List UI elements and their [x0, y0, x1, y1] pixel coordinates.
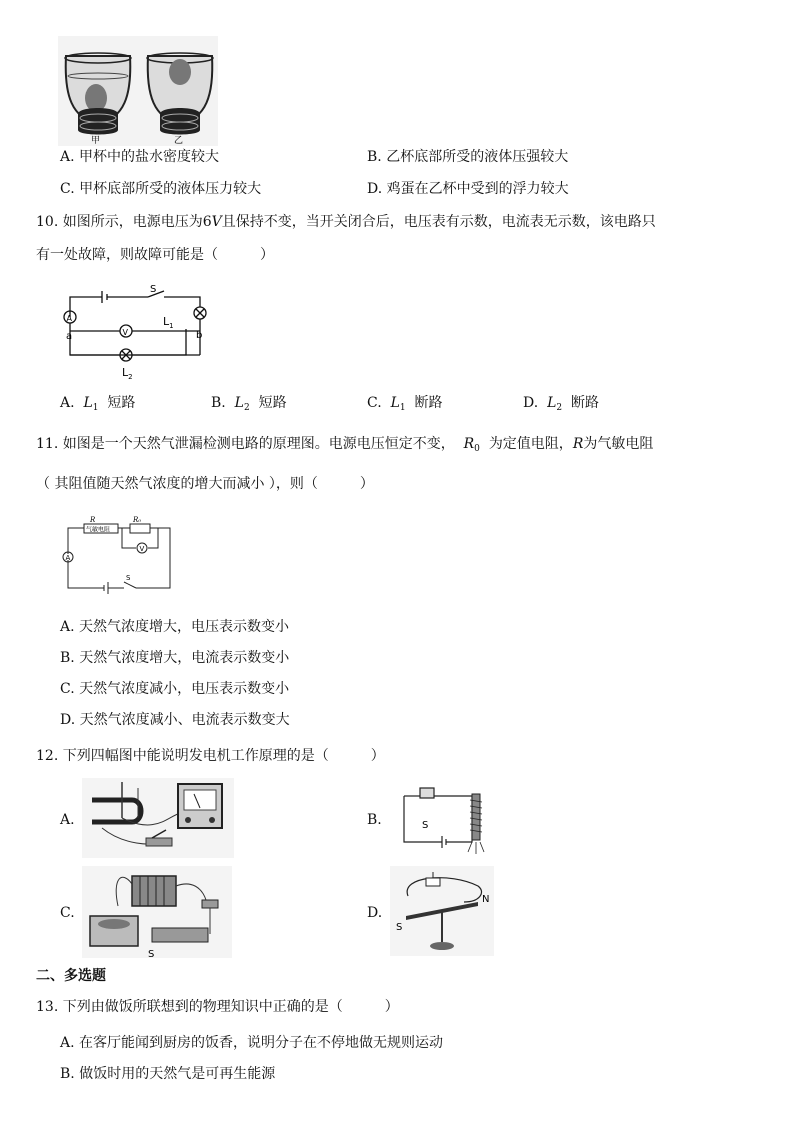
q12-label-d: D.: [367, 905, 383, 921]
q13-stem: 13. 下列由做饭所联想到的物理知识中正确的是（ ）: [36, 999, 399, 1015]
q10-option-c: C. $L_1$ 断路: [367, 395, 443, 413]
q9-fig-label-b: 乙: [174, 136, 184, 146]
q12-label-b: B.: [367, 812, 382, 828]
q11-stem-line2: （ 其阻值随天然气浓度的增大而减小 ），则（ ）: [36, 476, 374, 492]
q10-fig-node-b: b: [196, 330, 203, 341]
q9-option-a: A. 甲杯中的盐水密度较大: [60, 149, 220, 165]
q11-option-c: C. 天然气浓度减小，电压表示数变小: [60, 681, 290, 697]
q10-option-d: D. $L_2$ 断路: [523, 395, 600, 413]
q12-fig-d-n-label: N: [482, 894, 490, 905]
q11-fig-r-label: R: [90, 516, 96, 524]
q10-fig-ammeter-label: A: [66, 314, 72, 323]
q10-option-b: B. $L_2$ 短路: [211, 395, 287, 413]
q12-label-c: C.: [60, 905, 75, 921]
q9-fig-label-a: 甲: [91, 136, 101, 146]
q11-option-d: D. 天然气浓度减小、电流表示数变大: [60, 712, 290, 728]
q9-option-b: B. 乙杯底部所受的液体压强较大: [367, 149, 569, 165]
q10-stem-line2: 有一处故障，则故障可能是（ ）: [36, 247, 274, 263]
q12-figure-c: [82, 866, 232, 958]
q10-fig-switch-label: S: [150, 285, 157, 295]
q9-option-d: D. 鸡蛋在乙杯中受到的浮力较大: [367, 181, 569, 197]
q10-option-a: A. $L_1$ 短路: [60, 395, 136, 413]
q12-fig-d-s-label: S: [396, 922, 403, 933]
q9-option-c: C. 甲杯底部所受的液体压力较大: [60, 181, 262, 197]
q10-circuit-figure: [60, 285, 210, 380]
q12-figure-a: [82, 778, 234, 858]
q12-figure-b: [392, 780, 492, 858]
q10-stem-line1: 10. 如图所示，电源电压为6V且保持不变，当开关闭合后，电压表有示数，电流表无示数，该电路只: [36, 214, 656, 230]
q12-label-a: A.: [60, 812, 75, 828]
q11-option-b: B. 天然气浓度增大，电流表示数变小: [60, 650, 290, 666]
q12-stem: 12. 下列四幅图中能说明发电机工作原理的是（ ）: [36, 748, 385, 764]
q11-fig-sensor-label: 气敏电阻: [86, 526, 111, 534]
q12-figure-d: [390, 866, 494, 956]
q13-option-a: A. 在客厅能闻到厨房的饭香，说明分子在不停地做无规则运动: [60, 1035, 444, 1051]
q13-option-b: B. 做饭时用的天然气是可再生能源: [60, 1066, 276, 1082]
q10-fig-l1-label: $L_1$: [163, 315, 174, 330]
q11-option-a: A. 天然气浓度增大，电压表示数变小: [60, 619, 290, 635]
q11-fig-voltmeter-label: V: [139, 545, 145, 553]
q10-fig-node-a: a: [66, 331, 73, 342]
q11-fig-ammeter-label: A: [65, 554, 71, 562]
q11-stem-line1: 11. 如图是一个天然气泄漏检测电路的原理图。电源电压恒定不变， $R_0$ 为定值电阻，R为气敏电阻: [36, 436, 654, 454]
q9-figure: [58, 36, 218, 146]
q12-fig-c-switch-label: S: [148, 949, 155, 958]
q11-circuit-figure: [58, 514, 174, 596]
q11-fig-r0-label: R₀: [133, 516, 142, 524]
q12-fig-b-switch-label: S: [422, 820, 429, 831]
q11-fig-switch-label: S: [126, 574, 131, 582]
q10-fig-l2-label: $L_2$: [122, 366, 133, 380]
q10-fig-voltmeter-label: V: [122, 328, 128, 337]
section-title-multiple-choice: 二、多选题: [36, 968, 106, 984]
